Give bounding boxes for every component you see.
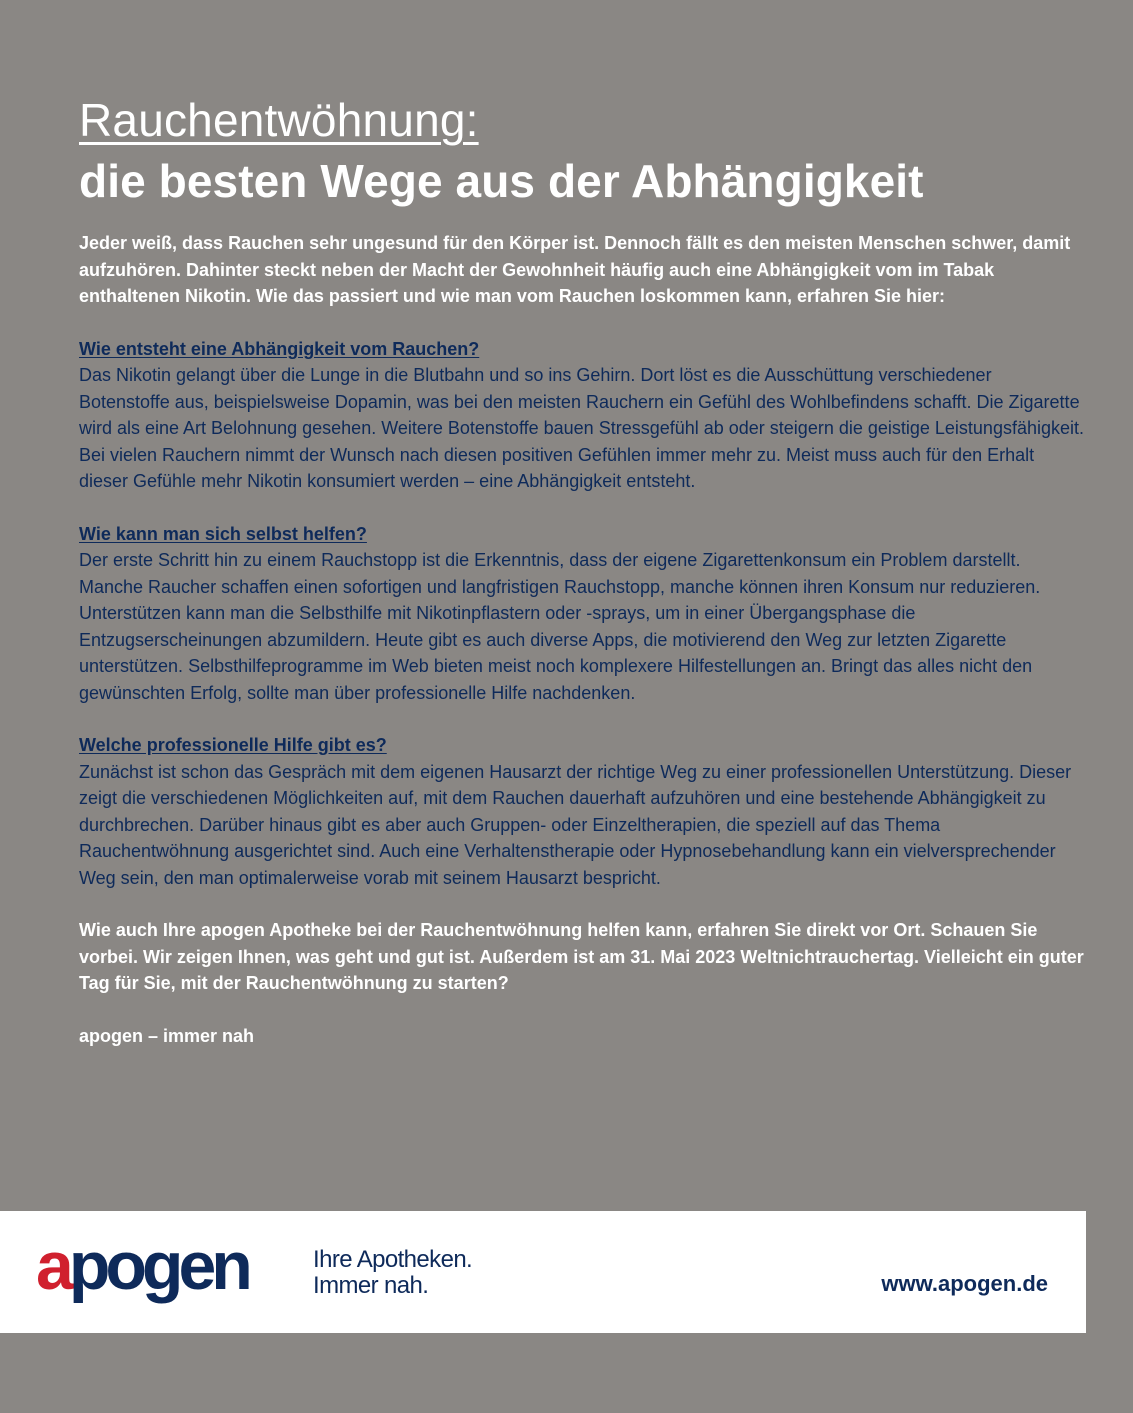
section-professional-help [79, 732, 1089, 891]
logo-letter-a: a [36, 1233, 69, 1304]
logo-letters-pogen: pogen [68, 1233, 248, 1304]
section-self-help [79, 521, 1089, 707]
website-link[interactable]: www.apogen.de [881, 1271, 1048, 1296]
article [79, 92, 1089, 1049]
section-heading: Wie kann man sich selbst helfen? [79, 523, 367, 544]
section-body: Das Nikotin gelangt über die Lunge in die Blutbahn und so ins Gehirn. Dort löst es die Ausschüttung verschiedener Botenstoffe aus, beispielsweise Dopamin, was bei den meisten Rauchern ein Gefühl des Wohlbefindens schafft. Die Zigarette wird als eine Art Belohnung gesehen. Weitere Botenstoffe bauen Stressgefühl ab oder steigern die geistige Leistungsfähigkeit. Bei vielen Rauchern nimmt der Wunsch nach diesen positiven Gefühlen immer mehr zu. Meist muss auch für den Erhalt dieser Gefühle mehr Nikotin konsumiert werden – eine Abhängigkeit entsteht. [79, 365, 1084, 491]
slogan: apogen – immer nah [79, 1025, 255, 1046]
page-title: Rauchentwöhnung: [79, 94, 479, 146]
section-body: Der erste Schritt hin zu einem Rauchstopp ist die Erkenntnis, dass der eigene Zigarettenkonsum ein Problem darstellt. Manche Raucher schaffen einen sofortigen und langfristigen Rauchstopp, manche können ihren Konsum nur reduzieren. Unterstützen kann man die Selbsthilfe mit Nikotinpflastern oder -sprays, um in einer Übergangsphase die Entzugserscheinungen abzumildern. Heute gibt es auch diverse Apps, die motivierend den Weg zur letzten Zigarette unterstützen. Selbsthilfeprogramme im Web bieten meist noch komplexere Hilfestellungen an. Bringt das alles nicht den gewünschten Erfolg, sollte man über professionelle Hilfe nachdenken. [79, 550, 1041, 703]
intro-paragraph: Jeder weiß, dass Rauchen sehr ungesund für den Körper ist. Dennoch fällt es den meisten Menschen schwer, damit aufzuhören. Dahinter steckt neben der Macht der Gewohnheit häufig auch eine Abhängigkeit vom im Tabak enthaltenen Nikotin. Wie das passiert und wie man vom Rauchen loskommen kann, erfahren Sie hier: [79, 233, 1071, 306]
section-heading: Welche professionelle Hilfe gibt es? [79, 735, 387, 755]
section-heading: Wie entsteht eine Abhängigkeit vom Rauchen? [79, 338, 480, 359]
apogen-logo [36, 1233, 296, 1313]
section-body: Zunächst ist schon das Gespräch mit dem eigenen Hausarzt der richtige Weg zu einer professionellen Unterstützung. Dieser zeigt die verschiedenen Möglichkeiten auf, mit dem Rauchen dauerhaft aufzuhören und eine bestehende Abhängigkeit zu durchbrechen. Darüber hinaus gibt es aber auch Gruppen- oder Einzeltherapien, die speziell auf das Thema Rauchentwöhnung ausgerichtet sind. Auch eine Verhaltenstherapie oder Hypnosebehandlung kann ein vielversprechender Weg sein, den man optimalerweise vorab mit seinem Hausarzt bespricht. [79, 761, 1072, 888]
claim-line-1: Ihre Apotheken. [313, 1246, 473, 1273]
section-dependency [79, 336, 1089, 495]
claim [313, 1247, 472, 1299]
footer-banner [0, 1211, 1086, 1333]
page-subtitle: die besten Wege aus der Abhängigkeit [79, 155, 924, 207]
claim-line-2: Immer nah. [313, 1272, 429, 1299]
svg-text:apogen [36, 1233, 249, 1304]
outro-paragraph: Wie auch Ihre apogen Apotheke bei der Rauchentwöhnung helfen kann, erfahren Sie direkt vor Ort. Schauen Sie vorbei. Wir zeigen Ihnen, was geht und gut ist. Außerdem ist am 31. Mai 2023 Weltnichtrauchertag. Vielleicht ein guter Tag für Sie, mit der Rauchentwöhnung zu starten? [79, 920, 1084, 993]
